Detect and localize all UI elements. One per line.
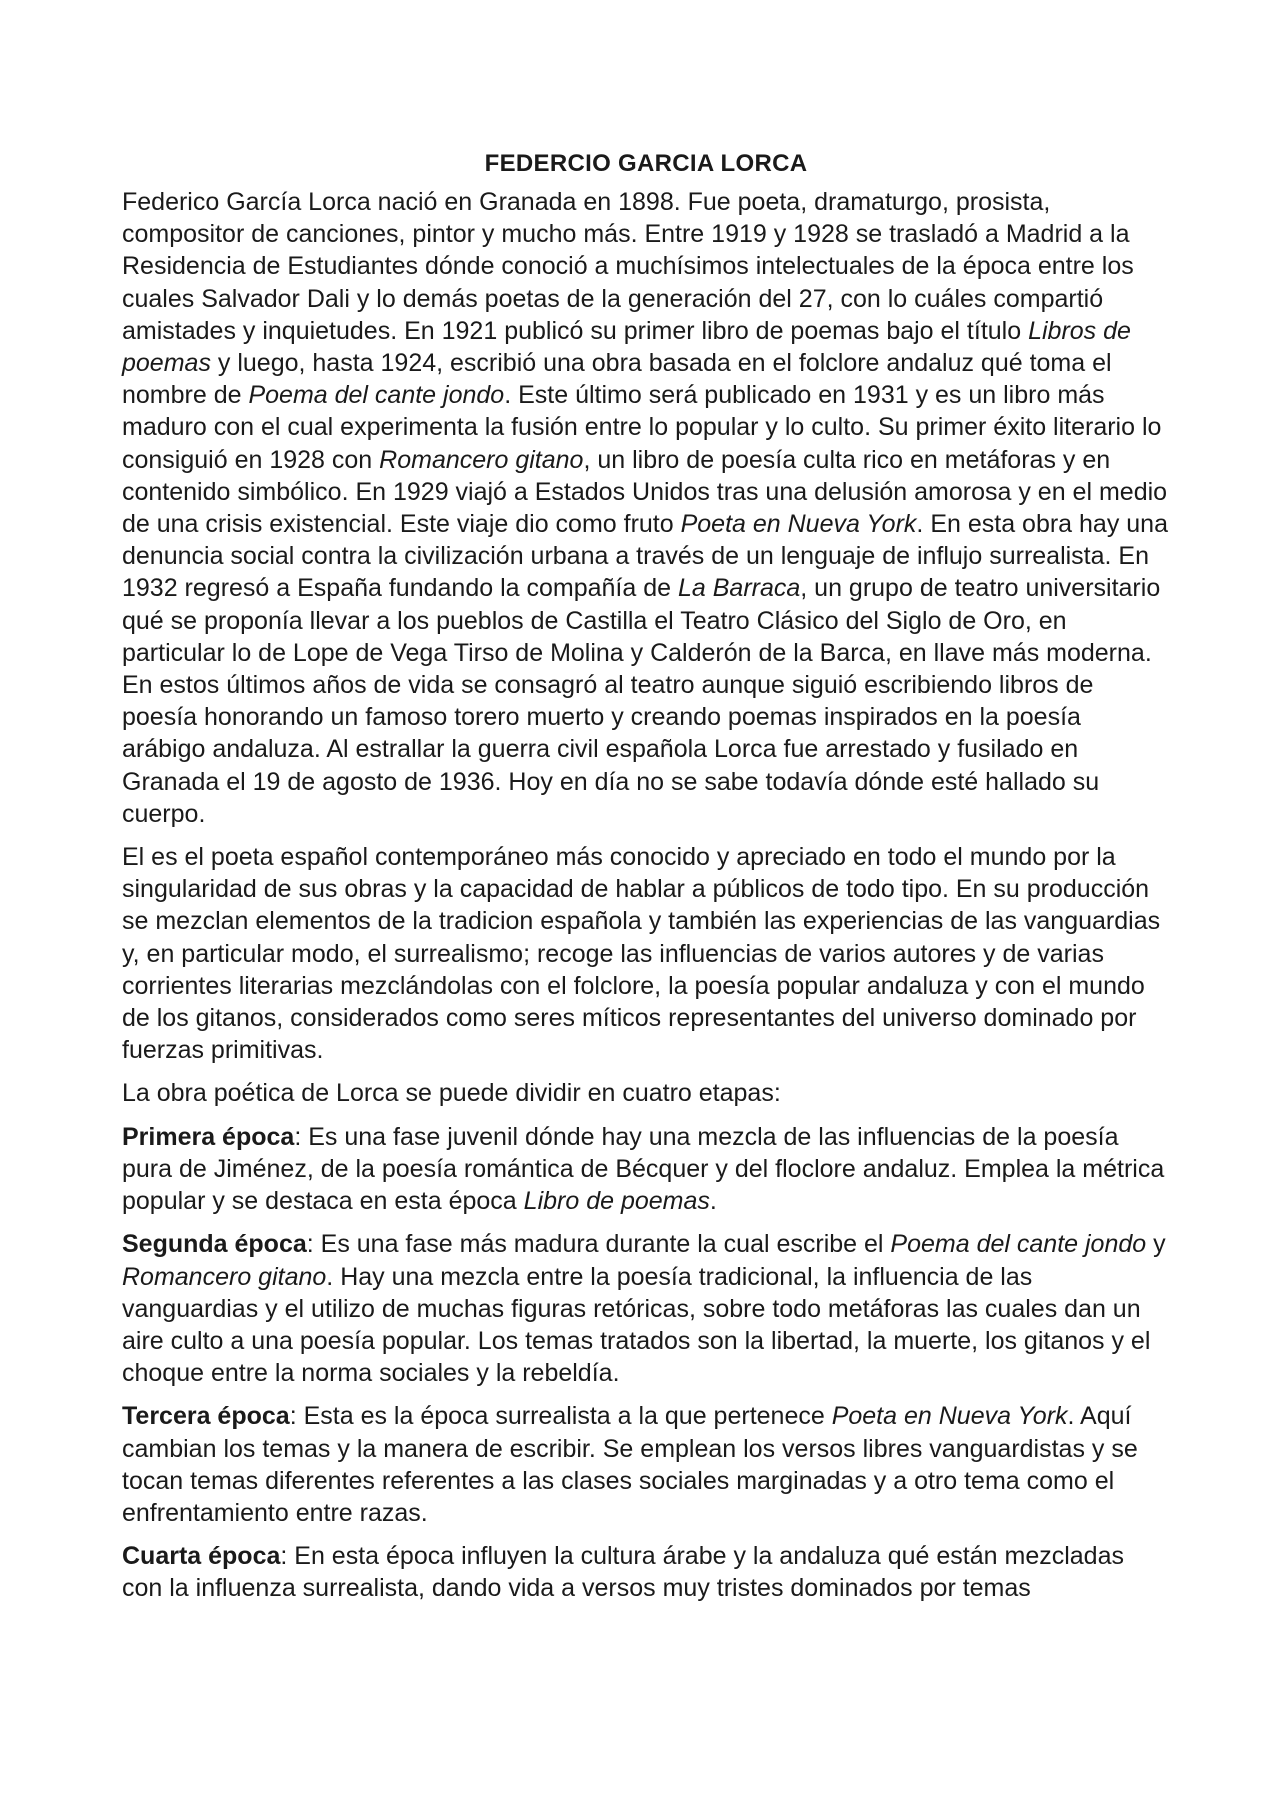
- document-body: [122, 148, 1170, 1616]
- text-run: El es el poeta español contemporáneo más conocido y apreciado en todo el mundo por la singularidad de sus obras y la capacidad de hablar a públicos de todo tipo. En su producción se mezclan elementos de la tradicion española y también las experiencias de las vanguardias y, en particular modo, el surrealismo; recoge las influencias de varios autores y de varias corrientes literarias mezclándolas con el folclore, la poesía popular andaluza y con el mundo de los gitanos, considerados como seres míticos representantes del universo dominado por fuerzas primitivas.: [122, 843, 1161, 1065]
- work-title: Poeta en Nueva York: [680, 510, 917, 539]
- text-run: . Hay una mezcla entre la poesía tradicional, la influencia de las vanguardias y el utilizo de muchas figuras retóricas, sobre todo metáforas las cuales dan un aire culto a una poesía popular. Los temas tratados son la libertad, la muerte, los gitanos y el choque entre la norma sociales y la rebeldía.: [122, 1262, 1151, 1388]
- paragraphs: [122, 186, 1170, 1605]
- text-run: : Esta es la época surrealista a la que pertenece: [289, 1402, 832, 1431]
- text-run: , un grupo de teatro universitario qué se proponía llevar a los pueblos de Castilla el Teatro Clásico del Siglo de Oro, en particular lo de Lope de Vega Tirso de Molina y Calderón de la Barca, en llave más moderna. En estos últimos años de vida se consagró al teatro aunque siguió escribiendo libros de poesía honorando un famoso torero muerto y creando poemas inspirados en la poesía arábigo andaluza. Al estrallar la guerra civil española Lorca fue arrestado y fusilado en Granada el 19 de agosto de 1936. Hoy en día no se sabe todavía dónde esté hallado su cuerpo.: [122, 574, 1161, 828]
- paragraph: [122, 1540, 1170, 1604]
- work-title: Romancero gitano: [122, 1262, 327, 1291]
- work-title: La Barraca: [677, 574, 801, 603]
- text-run: . En esta obra hay una denuncia social contra la civilización urbana a través de un lenguaje de influjo surrealista. En 1932 regresó a España fundando la compañía de: [122, 510, 1168, 603]
- section-label: Segunda época: [122, 1230, 307, 1259]
- section-label: Cuarta época: [122, 1542, 281, 1571]
- text-run: .: [709, 1187, 717, 1216]
- work-title: Libro de poemas: [523, 1187, 710, 1216]
- section-label: Primera época: [122, 1122, 295, 1151]
- text-run: , un libro de poesía culta rico en metáforas y en contenido simbólico. En 1929 viajó a Estados Unidos tras una delusión amorosa y en el medio de una crisis existencial. Este viaje dio como fruto: [122, 445, 1168, 539]
- paragraph: [122, 1400, 1170, 1529]
- work-title: Poema del cante jondo: [248, 381, 505, 410]
- text-run: : Es una fase más madura durante la cual escribe el: [306, 1230, 891, 1259]
- work-title: Libros de poemas: [122, 316, 1131, 378]
- text-run: La obra poética de Lorca se puede dividir en cuatro etapas:: [122, 1079, 781, 1108]
- text-run: . Este último será publicado en 1931 y es un libro más maduro con el cual experimenta la fusión entre lo popular y lo culto. Su primer éxito literario lo consiguió en 1928 con: [122, 381, 1162, 474]
- text-run: : En esta época influyen la cultura árabe y la andaluza qué están mezcladas con la influenza surrealista, dando vida a versos muy tristes dominados por temas: [122, 1542, 1124, 1603]
- paragraph: [122, 186, 1170, 830]
- section-label: Tercera época: [122, 1402, 290, 1431]
- work-title: Poeta en Nueva York: [831, 1402, 1068, 1431]
- text-run: : Es una fase juvenil dónde hay una mezcla de las influencias de la poesía pura de Jiménez, de la poesía romántica de Bécquer y del floclore andaluz. Emplea la métrica popular y se destaca en esta época: [122, 1122, 1165, 1216]
- paragraph: [122, 1121, 1170, 1218]
- paragraph: [122, 841, 1170, 1066]
- text-run: y luego, hasta 1924, escribió una obra basada en el folclore andaluz qué toma el nombre de: [122, 349, 1112, 410]
- document-title: FEDERCIO GARCIA LORCA: [484, 150, 808, 177]
- work-title: Poema del cante jondo: [890, 1230, 1147, 1259]
- text-run: . Aquí cambian los temas y la manera de escribir. Se emplean los versos libres vanguardistas y se tocan temas diferentes referentes a las clases sociales marginadas y a otro tema como el enfrentamiento entre razas.: [122, 1402, 1138, 1527]
- text-run: y: [1146, 1230, 1166, 1259]
- text-run: Federico García Lorca nació en Granada en 1898. Fue poeta, dramaturgo, prosista, compositor de canciones, pintor y mucho más. Entre 1919 y 1928 se trasladó a Madrid a la Residencia de Estudiantes dónde conoció a muchísimos intelectuales de la época entre los cuales Salvador Dali y lo demás poetas de la generación del 27, con lo cuáles compartió amistades y inquietudes. En 1921 publicó su primer libro de poemas bajo el título: [122, 188, 1134, 345]
- paragraph: [122, 1228, 1170, 1389]
- paragraph: [122, 1077, 1170, 1109]
- work-title: Romancero gitano: [379, 445, 584, 474]
